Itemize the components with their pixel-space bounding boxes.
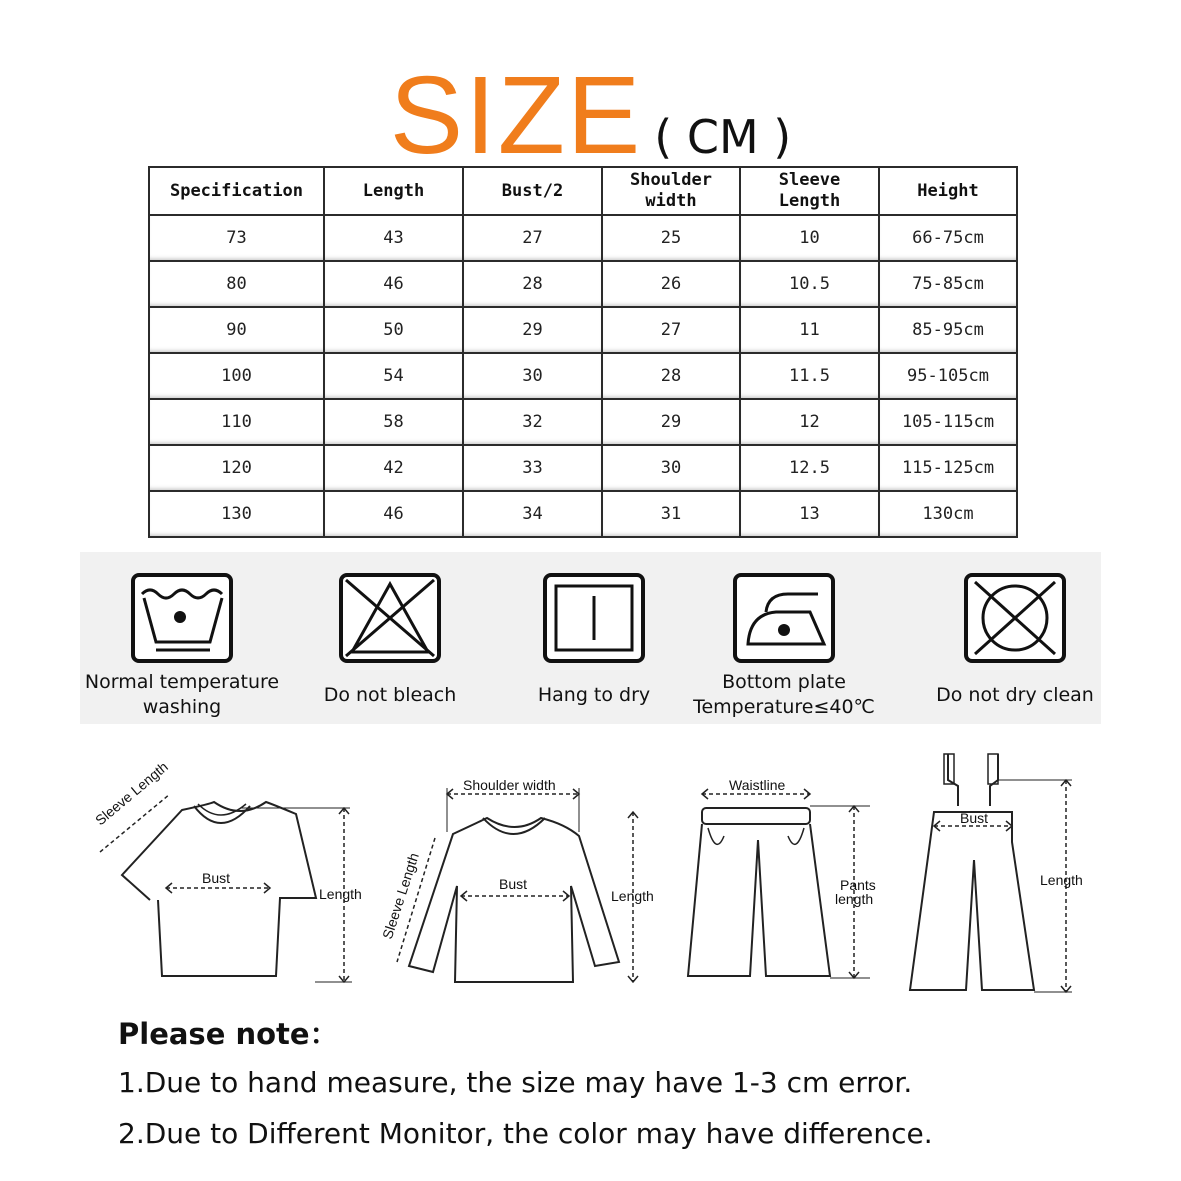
table-row	[149, 261, 1017, 307]
table-cell: 42	[324, 445, 463, 491]
care-label: Bottom plate Temperature≤40℃	[693, 671, 875, 718]
table-cell: 32	[463, 399, 602, 445]
table-cell: 33	[463, 445, 602, 491]
table-cell: 10.5	[740, 261, 879, 307]
hang-dry-icon	[542, 572, 646, 664]
table-cell: 90	[149, 307, 324, 353]
title-unit: ( CM )	[654, 110, 792, 164]
table-row	[149, 445, 1017, 491]
table-cell: 95-105cm	[879, 353, 1017, 399]
table-cell: 110	[149, 399, 324, 445]
table-row	[149, 307, 1017, 353]
table-cell: 13	[740, 491, 879, 537]
table-cell: 100	[149, 353, 324, 399]
table-cell: 10	[740, 215, 879, 261]
table-cell: 30	[602, 445, 740, 491]
care-label: Do not bleach	[323, 683, 457, 706]
sleeve-length-label: Sleeve Length	[379, 850, 422, 941]
tshirt-diagram	[90, 758, 380, 990]
table-cell: 25	[602, 215, 740, 261]
table-cell: 28	[463, 261, 602, 307]
length-label: Length	[319, 886, 362, 902]
table-cell: 46	[324, 261, 463, 307]
iron-icon	[732, 572, 836, 664]
care-item-iron	[684, 552, 884, 724]
no-dry-clean-icon	[963, 572, 1067, 664]
bust-label: Bust	[202, 870, 231, 886]
table-row	[149, 491, 1017, 537]
table-cell: 85-95cm	[879, 307, 1017, 353]
page-title	[0, 52, 1181, 179]
table-cell: 26	[602, 261, 740, 307]
pants-length-label-2: length	[835, 891, 874, 907]
pants-diagram	[680, 776, 880, 981]
pants-length-label: Pants	[840, 877, 876, 893]
table-cell: 28	[602, 353, 740, 399]
column-header: Bust/2	[463, 167, 602, 215]
bust-label: Bust	[499, 876, 528, 892]
table-row	[149, 399, 1017, 445]
table-cell: 130cm	[879, 491, 1017, 537]
table-cell: 34	[463, 491, 602, 537]
table-cell: 46	[324, 491, 463, 537]
tshirt-outline-icon	[90, 780, 380, 990]
table-cell: 58	[324, 399, 463, 445]
table-cell: 105-115cm	[879, 399, 1017, 445]
care-label: Normal temperature washing	[84, 671, 280, 718]
table-cell: 27	[602, 307, 740, 353]
table-cell: 54	[324, 353, 463, 399]
care-instructions	[80, 552, 1101, 724]
no-bleach-icon	[338, 572, 442, 664]
longsleeve-diagram	[375, 776, 665, 991]
column-header: Specification	[149, 167, 324, 215]
waistline-label: Waistline	[729, 777, 786, 793]
column-header: Sleeve Length	[740, 167, 879, 215]
table-cell: 12	[740, 399, 879, 445]
length-label: Length	[1040, 872, 1083, 888]
table-cell: 29	[602, 399, 740, 445]
table-cell: 75-85cm	[879, 261, 1017, 307]
note-line-1: 1.Due to hand measure, the size may have 1-3 cm error.	[118, 1066, 913, 1099]
table-cell: 30	[463, 353, 602, 399]
table-cell: 120	[149, 445, 324, 491]
note-line-2: 2.Due to Different Monitor, the color may have difference.	[118, 1117, 933, 1150]
table-row	[149, 215, 1017, 261]
table-cell: 12.5	[740, 445, 879, 491]
table-cell: 29	[463, 307, 602, 353]
table-header-row	[149, 167, 1017, 215]
table-row	[149, 353, 1017, 399]
overalls-diagram	[900, 750, 1100, 998]
table-cell: 80	[149, 261, 324, 307]
column-header: Length	[324, 167, 463, 215]
column-header: Height	[879, 167, 1017, 215]
table-cell: 130	[149, 491, 324, 537]
column-header: Shoulder width	[602, 167, 740, 215]
care-label: Hang to dry	[537, 683, 651, 706]
table-cell: 50	[324, 307, 463, 353]
note-heading: Please note：	[118, 1017, 339, 1051]
sleeve-length-label: Sleeve Length	[92, 758, 171, 829]
bust-label: Bust	[960, 810, 989, 826]
care-item-bleach	[290, 552, 490, 724]
length-label: Length	[611, 888, 654, 904]
title-size: SIZE	[389, 54, 643, 177]
care-label: Do not dry clean	[936, 683, 1094, 706]
table-cell: 43	[324, 215, 463, 261]
table-cell: 73	[149, 215, 324, 261]
size-table	[148, 166, 1018, 538]
shoulder-width-label: Shoulder width	[463, 777, 556, 793]
care-item-dry-clean	[915, 552, 1115, 724]
table-cell: 11	[740, 307, 879, 353]
table-cell: 115-125cm	[879, 445, 1017, 491]
table-cell: 66-75cm	[879, 215, 1017, 261]
care-item-wash	[82, 552, 282, 724]
table-cell: 11.5	[740, 353, 879, 399]
wash-tub-icon	[130, 572, 234, 664]
table-cell: 31	[602, 491, 740, 537]
table-cell: 27	[463, 215, 602, 261]
